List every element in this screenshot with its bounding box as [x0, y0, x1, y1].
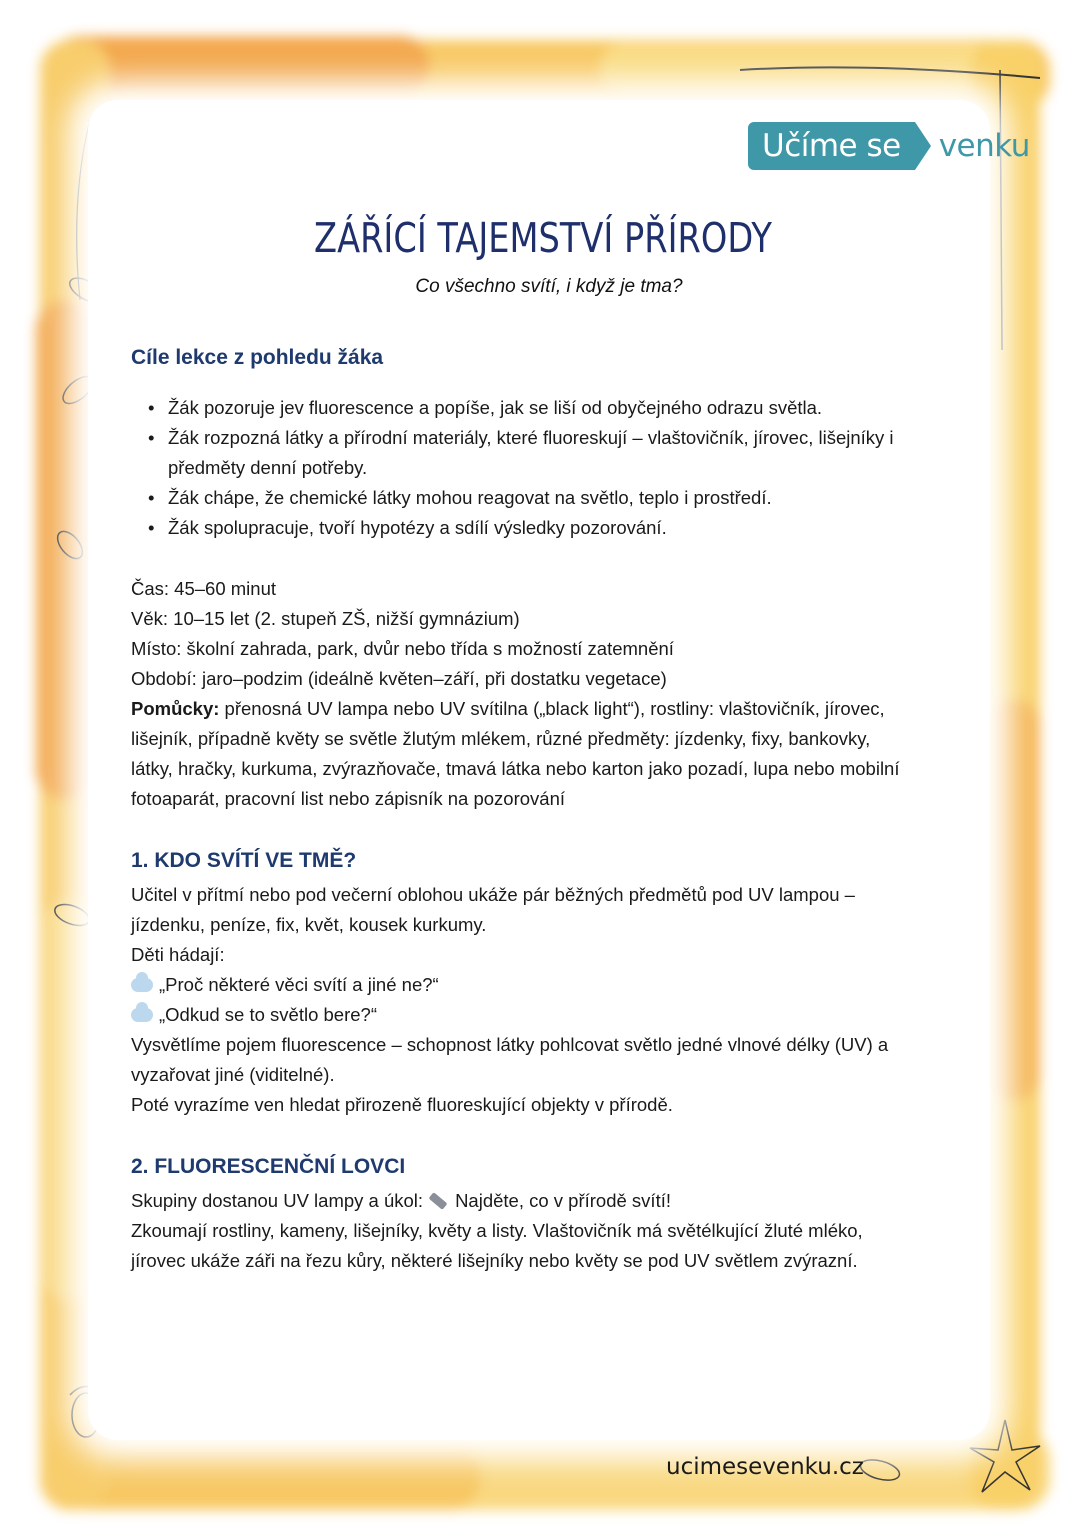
section2-body — [131, 1186, 971, 1276]
logo-part1: Učíme se — [748, 122, 915, 170]
section1-line: vyzařovat jiné (viditelné). — [131, 1064, 335, 1085]
info-place: Místo: školní zahrada, park, dvůr nebo třída s možností zatemnění — [131, 638, 674, 659]
tools-text: lišejník, případně květy se světle žlutým mlékem, různé předměty: jízdenky, fixy, bankovky, — [131, 728, 871, 749]
section1-line: Poté vyrazíme ven hledat přirozeně fluoreskující objekty v přírodě. — [131, 1094, 673, 1115]
info-age: Věk: 10–15 let (2. stupeň ZŠ, nižší gymnázium) — [131, 608, 520, 629]
logo-arrow-icon — [915, 122, 931, 170]
tools-text: fotoaparát, pracovní list nebo zápisník na pozorování — [131, 788, 565, 809]
flashlight-icon — [429, 1192, 448, 1210]
tools-label: Pomůcky: — [131, 698, 220, 719]
list-item-line: předměty denní potřeby. — [168, 457, 368, 478]
page-title: ZÁŘÍCÍ TAJEMSTVÍ PŘÍRODY — [314, 214, 772, 262]
footer-url[interactable]: ucimesevenku.cz — [666, 1454, 864, 1480]
section2-line: Zkoumají rostliny, kameny, lišejníky, květy a listy. Vlaštovičník má světélkující žluté mléko, — [131, 1220, 863, 1241]
info-time: Čas: 45–60 minut — [131, 578, 277, 599]
list-item: • Žák spolupracuje, tvoří hypotézy a sdílí výsledky pozorování. — [146, 513, 966, 543]
thought-bubble-icon — [131, 1008, 153, 1022]
lesson-info — [131, 574, 971, 814]
section2-line: jírovec ukáže záři na řezu kůry, některé lišejníky nebo květy se pod UV světlem zvýrazní. — [131, 1250, 858, 1271]
task-text: Najděte, co v přírodě svítí! — [455, 1190, 671, 1211]
tools-text: látky, hračky, kurkuma, zvýrazňovače, tmavá látka nebo karton jako pozadí, lupa nebo mobilní — [131, 758, 900, 779]
section1-line: jízdenku, peníze, fix, květ, kousek kurkumy. — [131, 914, 487, 935]
question: „Odkud se to světlo bere?“ — [159, 1004, 377, 1025]
page-subtitle: Co všechno svítí, i když je tma? — [415, 276, 683, 297]
section1-body — [131, 880, 971, 1120]
tools-text: přenosná UV lampa nebo UV svítilna („black light“), rostliny: vlaštovičník, jírovec, — [219, 698, 885, 719]
section1-heading: 1. KDO SVÍTÍ VE TMĚ? — [131, 849, 357, 872]
thought-bubble-icon — [131, 978, 153, 992]
question: „Proč některé věci svítí a jiné ne?“ — [159, 974, 439, 995]
task-prefix: Skupiny dostanou UV lampy a úkol: — [131, 1190, 424, 1211]
section1-line: Učitel v přítmí nebo pod večerní oblohou ukáže pár běžných předmětů pod UV lampou – — [131, 884, 855, 905]
goals-list — [146, 393, 966, 543]
list-item: • Žák chápe, že chemické látky mohou reagovat na světlo, teplo i prostředí. — [146, 483, 966, 513]
goals-heading: Cíle lekce z pohledu žáka — [131, 346, 384, 369]
list-item-line: Žák rozpozná látky a přírodní materiály, které fluoreskují – vlaštovičník, jírovec, lišejníky i — [168, 427, 894, 448]
list-item — [146, 423, 966, 483]
section1-line: Vysvětlíme pojem fluorescence – schopnost látky pohlcovat světlo jedné vlnové délky (UV) a — [131, 1034, 889, 1055]
list-item: • Žák pozoruje jev fluorescence a popíše, jak se liší od obyčejného odrazu světla. — [146, 393, 966, 423]
section1-line: Děti hádají: — [131, 944, 225, 965]
logo — [748, 122, 1030, 170]
logo-part2: venku — [938, 128, 1030, 164]
section2-heading: 2. FLUORESCENČNÍ LOVCI — [131, 1155, 406, 1178]
info-season: Období: jaro–podzim (ideálně květen–září, při dostatku vegetace) — [131, 668, 667, 689]
